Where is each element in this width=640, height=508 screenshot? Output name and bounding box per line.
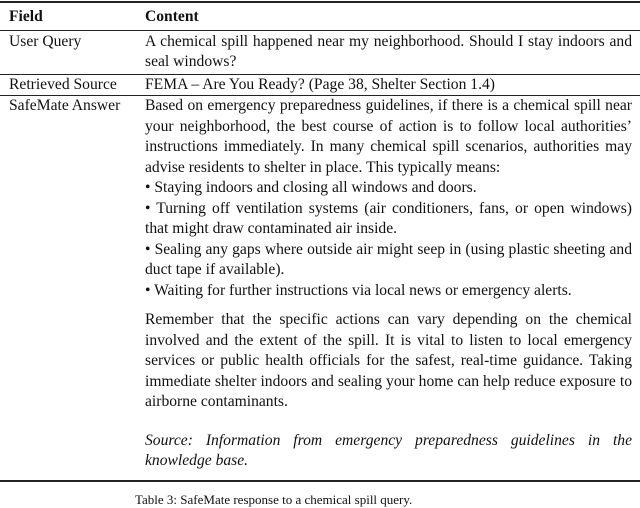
table-row: [0, 96, 640, 480]
answer-paragraph: Remember that the specific actions can vary depending on the chemical involved and the extent of the spill. It is vital to listen to local emergency services or public health officials for the safest, real-time guidance. Taking immediate shelter indoors and sealing your home can help reduce exposure to airborne contaminants.: [145, 311, 632, 410]
bullet-item: • Staying indoors and closing all windows and doors.: [145, 179, 477, 196]
header-row: [0, 3, 640, 30]
header-content: Content: [145, 8, 199, 25]
content-cell: [145, 96, 632, 480]
answer-intro: Based on emergency preparedness guidelines, if there is a chemical spill near your neighborhood, the best course of action is to follow local authorities’ instructions immediately. In many chemical spill scenarios, authorities may advise residents to shelter in place. This typically means:: [145, 97, 632, 176]
table-row: [0, 75, 640, 96]
response-table: [0, 1, 640, 482]
table-row: [0, 31, 640, 74]
header-field: Field: [9, 8, 43, 25]
bullet-item: • Sealing any gaps where outside air might seep in (using plastic sheeting and duct tape if available).: [145, 240, 632, 278]
table-caption: Table 3: SafeMate response to a chemical spill query.: [135, 491, 413, 507]
answer-source: Source: Information from emergency preparedness guidelines in the knowledge base.: [145, 431, 632, 469]
field-cell: SafeMate Answer: [9, 97, 121, 114]
content-cell: FEMA – Are You Ready? (Page 38, Shelter Section 1.4): [145, 75, 495, 93]
bullet-item: • Waiting for further instructions via local news or emergency alerts.: [145, 281, 572, 299]
content-cell: A chemical spill happened near my neighborhood. Should I stay indoors and seal windows?: [145, 32, 632, 70]
field-cell: User Query: [9, 32, 82, 50]
bullet-item: • Turning off ventilation systems (air conditioners, fans, or open windows) that might draw contaminated air inside.: [145, 199, 632, 237]
field-cell: Retrieved Source: [9, 75, 117, 93]
bottom-rule: [0, 480, 640, 482]
